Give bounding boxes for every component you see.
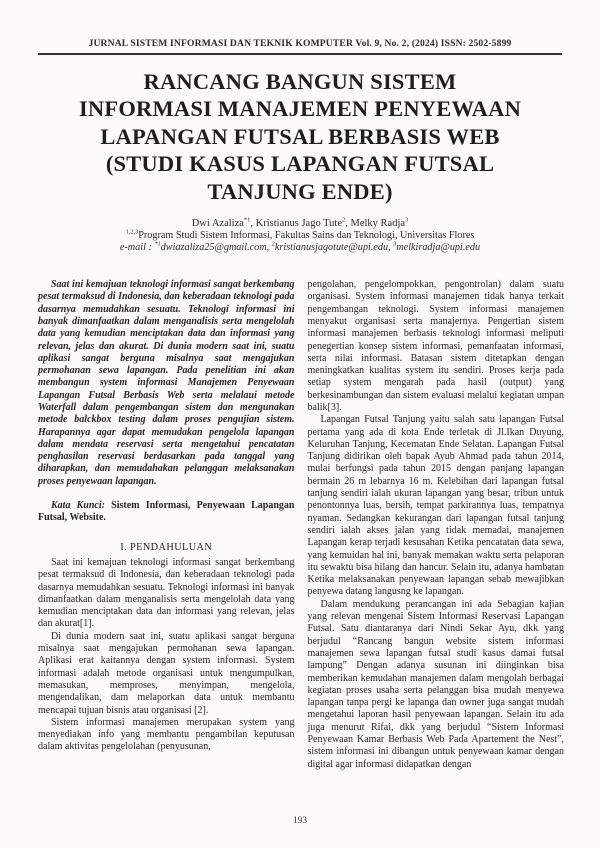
affiliation-text: Program Studi Sistem Informasi, Fakultas Sains dan Teknologi, Universitas Flores xyxy=(138,230,475,242)
affiliation-line xyxy=(0,230,600,241)
author-separator-1: , xyxy=(250,218,256,230)
author-superscript-3: 3 xyxy=(405,216,409,224)
journal-header-text: JURNAL SISTEM INFORMASI DAN TEKNIK KOMPUTER Vol. 9, No. 2, (2024) ISSN: 2502-5899 xyxy=(88,38,512,49)
author-superscript-1: *1 xyxy=(243,216,251,224)
left-column xyxy=(38,279,295,771)
authors-line xyxy=(0,218,600,229)
email-prefix: e-mail : xyxy=(119,242,155,254)
body-paragraph-futsal-tanjung: Lapangan Futsal Tanjung yaitu salah satu lapangan Futsal pertama yang ada di kota Ende terletak di Jl.Ikan Duyung, Keluruhan Tanjung, Kecematan Ende Selatan. Lapangan Futsal Tanjung didirikan oleh bapak Ayub Ahmad pada tahun 2014, mulai berfungsi pada tahun 2015 dengan panjang lapangan bermain 26 m lebarnya 16 m. Kelebihan dari lapangan futsal tanjung sendiri ialah ukuran lapangan yang besar, tribun untuk penontonnya luas, bersih, tempat parkirannya luas, tempatnya nyaman. Sedangkan kekurangan dari lapangan futsal tanjung sendiri ialah akses jalan yang tidak memadai, manajemen Lapangan kerap terjadi kesusahan Ketika pencatatan data sewa, yang kemuidan hal ini, banyak memakan waktu serta pelaporan itu sewaktu bisa hilang dan hancur. Selain itu, adanya hambatan Ketika melaksanakan penyewaan lapangan sebab mewajibkan penyewa datang langusng ke lapangan. xyxy=(307,414,564,598)
author-name-2: Kristianus Jago Tute xyxy=(255,218,342,230)
author-name-3: Melky Radja xyxy=(350,218,406,230)
affiliation-superscript: 1,2,3 xyxy=(125,228,139,236)
email-address-3: melkiradja@upi.edu xyxy=(396,242,481,254)
two-column-body xyxy=(38,279,564,771)
abstract-paragraph: Saat ini kemajuan teknologi informasi sangat berkembang pesat termaksud di Indonesia, dan keberadaan teknologi pada dasarnya memudahkan sesuatu. Teknologi informasi ini banyak dimanfaatkan dalam menganalisis serta mengelolah data yang kemudian menciptakan data dan informasi yang relevan, jelas dan akurat. Di dunia modern saat ini, suatu aplikasi sangat berguna misalnya saat mengajukan permohanan sewa lapangan. Pada penelitian ini akan membangun system informasi Manajemen Penyewaan Lapangan Futsal Berbasis Web serta melalaui metode Waterfall dalam pengembangan sistem dan mengunakan metode balckbox testing dalam proses pengujian sistem. Harapannya agar dapat memudakan pengelola lapangan dalam mendata reservasi serta mengetahui pencatatan penghasilan reservasi berdasarkan pada tanggal yang diharapkan, dan memudahakan pelanggan melaksanakan proses penyewaan lapangan. xyxy=(38,279,295,487)
email-address-2: kristianusjagotute@upi.edu, xyxy=(274,242,394,254)
email-superscript-1: *1 xyxy=(154,240,161,248)
header-divider-rule xyxy=(38,53,562,55)
page-number: 193 xyxy=(293,816,307,826)
paper-title-line-4: (STUDI KASUS LAPANGAN FUTSAL xyxy=(105,151,495,177)
paper-title-line-2: INFORMASI MANAJEMEN PENYEWAAN xyxy=(78,96,522,122)
intro-paragraph-1: Saat ini kemajuan teknologi informasi sangat berkembang pesat termaksud di Indonesia, dan keberadaan teknologi pada dasarnya memudahkan sesuatu. Teknologi informasi ini banyak dimanfaatkan dalam menganalisis serta mengelolah data yang kemudian menciptakan data dan informasi yang relevan, jelas dan akurat[1]. xyxy=(38,556,295,630)
email-line xyxy=(0,242,600,253)
body-paragraph-related-work: Dalam mendukung perancangan ini ada Sebagian kajian yang relevan mengenai Sistem Informasi Reservasi Lapangan Futsal. Satu diantaranya dari Nindi Sekar Ayu, dkk yang berjudul “Rancang bangun website sistem informasi manajemen sewa lapangan futsal studi kasus damai futsal lampung” Dengan adanya susunan ini diinginkan bisa memberikan kemudahan manajemen dalam mengolah berbagai kegiatan proses usaha serta pelanggan bisa mudah menyewa lapangan tanpa pergi ke lapanga dan owner juga sangat mudah mengetahui laporan hasil penyewaan lapangan. Selain itu ada juga menurut Rifai, dkk yang berjudul “Sistem Informasi Penyewaan Kamar Berbasis Web Pada Apartement the Nest”, sistem informasi ini dibangun untuk penyewaan kamar dengan digital agar informasi didapatkan dengan xyxy=(307,598,564,770)
paper-title-line-1: RANCANG BANGUN SISTEM xyxy=(143,69,457,94)
email-address-1: dwiazaliza25@gmail.com, xyxy=(160,242,272,254)
email-superscript-3: 3 xyxy=(393,240,397,248)
keywords-line xyxy=(38,500,295,525)
intro-paragraph-2: Di dunia modern saat ini, suatu aplikasi sangat berguna misalnya saat mengajukan permohanan sewa lapangan. Aplikasi erat kaitannya dengan system informasi. System informasi adalah metode organisasi untuk mengumpulkan, memasukan, memproses, menyimpan, mengelola, mengendalikan, dam melaporkan data untuk membantu mencapai tujuan bisnis atau organisasi [2]. xyxy=(38,630,295,716)
right-column xyxy=(308,279,565,771)
keywords-label: Kata Kunci: xyxy=(51,500,105,512)
journal-header xyxy=(38,38,562,55)
paper-title-line-5: TANJUNG ENDE) xyxy=(207,178,393,204)
email-superscript-2: 2 xyxy=(271,240,275,248)
body-paragraph-continuation: pengolahan, pengelompokkan, pengontrolan) dalam suatu organisasi. System informasi manajemen tidak hanya terkait pengembangan teknologi. System informasi manajemen menyakut organisasi serta manajernya. Pengertian sistem informasi manajemen berbasis teknologi informasi meliputi penegertian konsep sistem informasi, pemanfaatan informasi, serta nilai informasi. Batasan sistem ditetapkan dengan meningkatkan kualitas system itu sendiri. Proses kerja pada setiap system mengarah pada hasil (output) yang berkesinambungan dan sistem evaluasi melalui kegiatan umpan balik[3]. xyxy=(307,279,564,413)
author-superscript-2: 2 xyxy=(342,216,346,224)
intro-paragraph-3: Sistem informasi manajemen merupakan system yang menyediakan info yang membantu pengambilan keputusan dalam aktivitas pengelolahan (penyusunan, xyxy=(38,716,295,753)
paper-title-line-3: LAPANGAN FUTSAL BERBASIS WEB xyxy=(100,123,500,149)
author-separator-2: , xyxy=(345,218,351,230)
keywords-text: Sistem Informasi, Penyewaan Lapangan Futsal, Website. xyxy=(38,500,295,524)
paper-title xyxy=(30,68,570,205)
author-name-1: Dwi Azaliza xyxy=(191,218,244,230)
section-heading-pendahuluan: I. PENDAHULUAN xyxy=(120,541,213,553)
